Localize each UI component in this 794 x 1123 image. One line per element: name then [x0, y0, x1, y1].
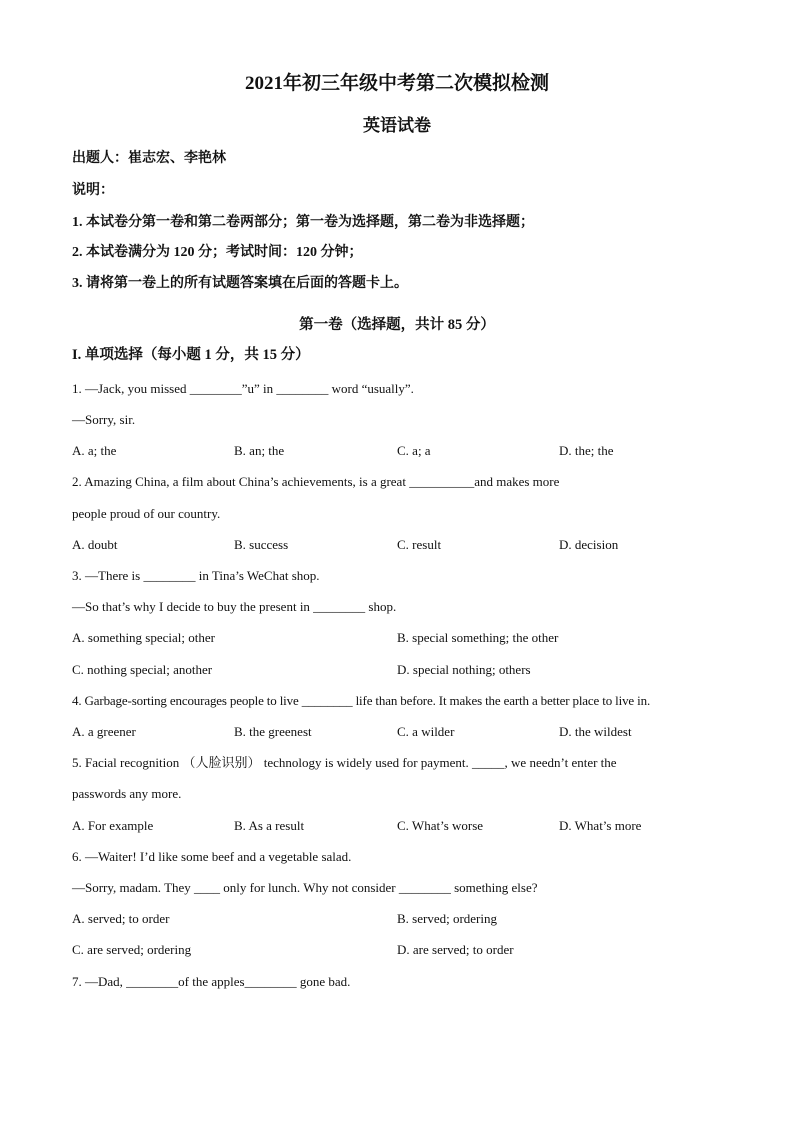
question-6-stem: 6. —Waiter! I’d like some beef and a vegetable salad. — [72, 849, 352, 864]
note-item: 1. 本试卷分第一卷和第二卷两部分；第一卷为选择题，第二卷为非选择题； — [72, 215, 534, 230]
question-3-option-a: A. something special; other — [72, 630, 215, 645]
question-5-option-b: B. As a result — [234, 818, 305, 833]
question-6-option-a: A. served; to order — [72, 911, 170, 926]
question-2-stem: 2. Amazing China, a film about China’s achievements, is a great __________and makes more — [72, 474, 560, 489]
question-3-response: —So that’s why I decide to buy the present in ________ shop. — [72, 599, 397, 614]
question-6-option-b: B. served; ordering — [397, 911, 498, 926]
question-1-option-d: D. the; the — [559, 443, 614, 458]
question-7-stem: 7. —Dad, ________of the apples________ gone bad. — [72, 974, 351, 989]
question-3-option-b: B. special something; the other — [397, 630, 559, 645]
exam-title: 2021年初三年级中考第二次模拟检测 — [244, 73, 549, 94]
question-3-option-d: D. special nothing; others — [397, 662, 531, 677]
question-5-option-d: D. What’s more — [559, 818, 642, 833]
question-6-option-c: C. are served; ordering — [72, 942, 192, 957]
question-5-option-a: A. For example — [72, 818, 154, 833]
question-6-response: —Sorry, madam. They ____ only for lunch. Why not consider ________ something else? — [72, 880, 538, 895]
question-1-option-c: C. a; a — [397, 443, 431, 458]
part-one-title: 第一卷（选择题，共计 85 分） — [299, 317, 495, 333]
question-1-option-b: B. an; the — [234, 443, 285, 458]
exam-subtitle: 英语试卷 — [363, 116, 431, 135]
question-4-option-b: B. the greenest — [234, 724, 312, 739]
question-2-option-b: B. success — [234, 537, 289, 552]
question-6-option-d: D. are served; to order — [397, 942, 514, 957]
question-3-option-c: C. nothing special; another — [72, 662, 213, 677]
question-4-option-c: C. a wilder — [397, 724, 455, 739]
exam-authors: 出题人：崔志宏、李艳林 — [72, 151, 226, 166]
question-4-stem: 4. Garbage-sorting encourages people to live ________ life than before. It makes the earth a better place to live in. — [72, 693, 651, 708]
question-2-option-c: C. result — [397, 537, 442, 552]
notes-label: 说明： — [72, 183, 114, 198]
question-2-option-d: D. decision — [559, 537, 619, 552]
question-3-stem: 3. —There is ________ in Tina’s WeChat shop. — [72, 568, 320, 583]
note-item: 3. 请将第一卷上的所有试题答案填在后面的答题卡上。 — [72, 276, 408, 291]
question-5-stem: 5. Facial recognition （人脸识别） technology is widely used for payment. _____, we needn’t enter the — [72, 755, 617, 770]
question-1-response: —Sorry, sir. — [72, 412, 136, 427]
note-item: 2. 本试卷满分为 120 分；考试时间：120 分钟； — [72, 245, 363, 260]
section-title: I. 单项选择（每小题 1 分，共 15 分） — [72, 347, 310, 363]
question-2-option-a: A. doubt — [72, 537, 118, 552]
question-1-option-a: A. a; the — [72, 443, 117, 458]
question-1-stem: 1. —Jack, you missed ________”u” in ________ word “usually”. — [72, 381, 414, 396]
question-5-option-c: C. What’s worse — [397, 818, 484, 833]
question-5-stem-cont: passwords any more. — [72, 786, 182, 801]
question-2-stem-cont: people proud of our country. — [72, 506, 221, 521]
question-4-option-a: A. a greener — [72, 724, 136, 739]
question-4-option-d: D. the wildest — [559, 724, 632, 739]
